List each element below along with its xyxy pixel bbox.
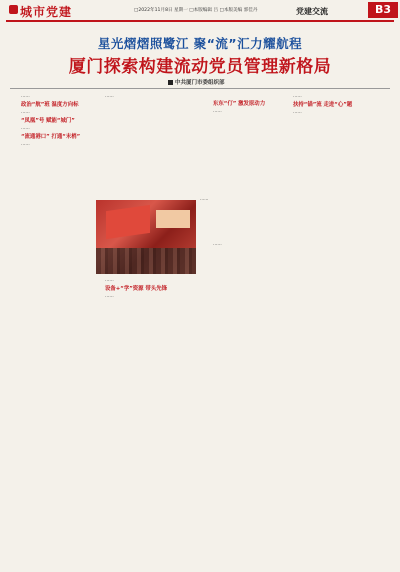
column-4 bbox=[204, 242, 276, 564]
newspaper-logo: 城市党建 bbox=[20, 5, 73, 19]
body-paragraph: …… bbox=[105, 94, 114, 99]
byline bbox=[168, 78, 225, 86]
date-line: □2022年11月8日 星期一 □本版编辑 吕 □本版美编 郭佳丹 bbox=[134, 8, 258, 13]
banner-shape bbox=[156, 210, 190, 228]
column-1 bbox=[12, 94, 88, 564]
body-paragraph: …… bbox=[21, 141, 30, 147]
section-heading-6: 扶持“锚”流 走进“心”题 bbox=[293, 101, 353, 108]
headline-kicker: 星光熠熠照鹭江 聚“流”汇力耀航程 bbox=[97, 36, 303, 51]
body-paragraph: …… bbox=[21, 125, 30, 131]
section-name: 党建交流 bbox=[296, 7, 328, 16]
intro-paragraph: …… bbox=[21, 94, 30, 99]
byline-text: 中共厦门市委组织部 bbox=[175, 80, 225, 86]
divider bbox=[10, 88, 390, 89]
logo-mark-icon bbox=[9, 5, 18, 14]
section-heading-1: 政治“航”班 温度方向标 bbox=[21, 101, 79, 108]
section-heading-3: “流通港口” 打通“末梢” bbox=[21, 133, 81, 140]
column-2 bbox=[96, 94, 196, 194]
body-paragraph: …… bbox=[293, 109, 302, 115]
body-paragraph: …… bbox=[213, 109, 222, 114]
body-paragraph: …… bbox=[293, 94, 302, 99]
body-paragraph: …… bbox=[213, 242, 222, 247]
masthead bbox=[6, 2, 394, 22]
flag-shape bbox=[106, 205, 150, 239]
news-photo bbox=[96, 200, 196, 274]
section-heading-4: 设备+“学”资源 带头先锋 bbox=[105, 285, 167, 292]
section-heading-2: “凤凰”号 赋能“城门” bbox=[21, 117, 75, 124]
column-3 bbox=[96, 278, 196, 564]
body-paragraph: …… bbox=[105, 278, 114, 283]
body-paragraph: …… bbox=[105, 293, 114, 299]
column-5 bbox=[204, 100, 276, 238]
body-paragraph: …… bbox=[21, 109, 30, 115]
column-6 bbox=[284, 94, 388, 564]
byline-square-icon bbox=[168, 80, 173, 85]
section-heading-5: 东东“仃” 激发原动力 bbox=[213, 101, 266, 107]
page-code: B3 bbox=[368, 2, 398, 18]
headline: 厦门探索构建流动党员管理新格局 bbox=[68, 57, 332, 77]
crowd-shape bbox=[96, 248, 196, 274]
photo-caption: …… bbox=[200, 196, 209, 201]
